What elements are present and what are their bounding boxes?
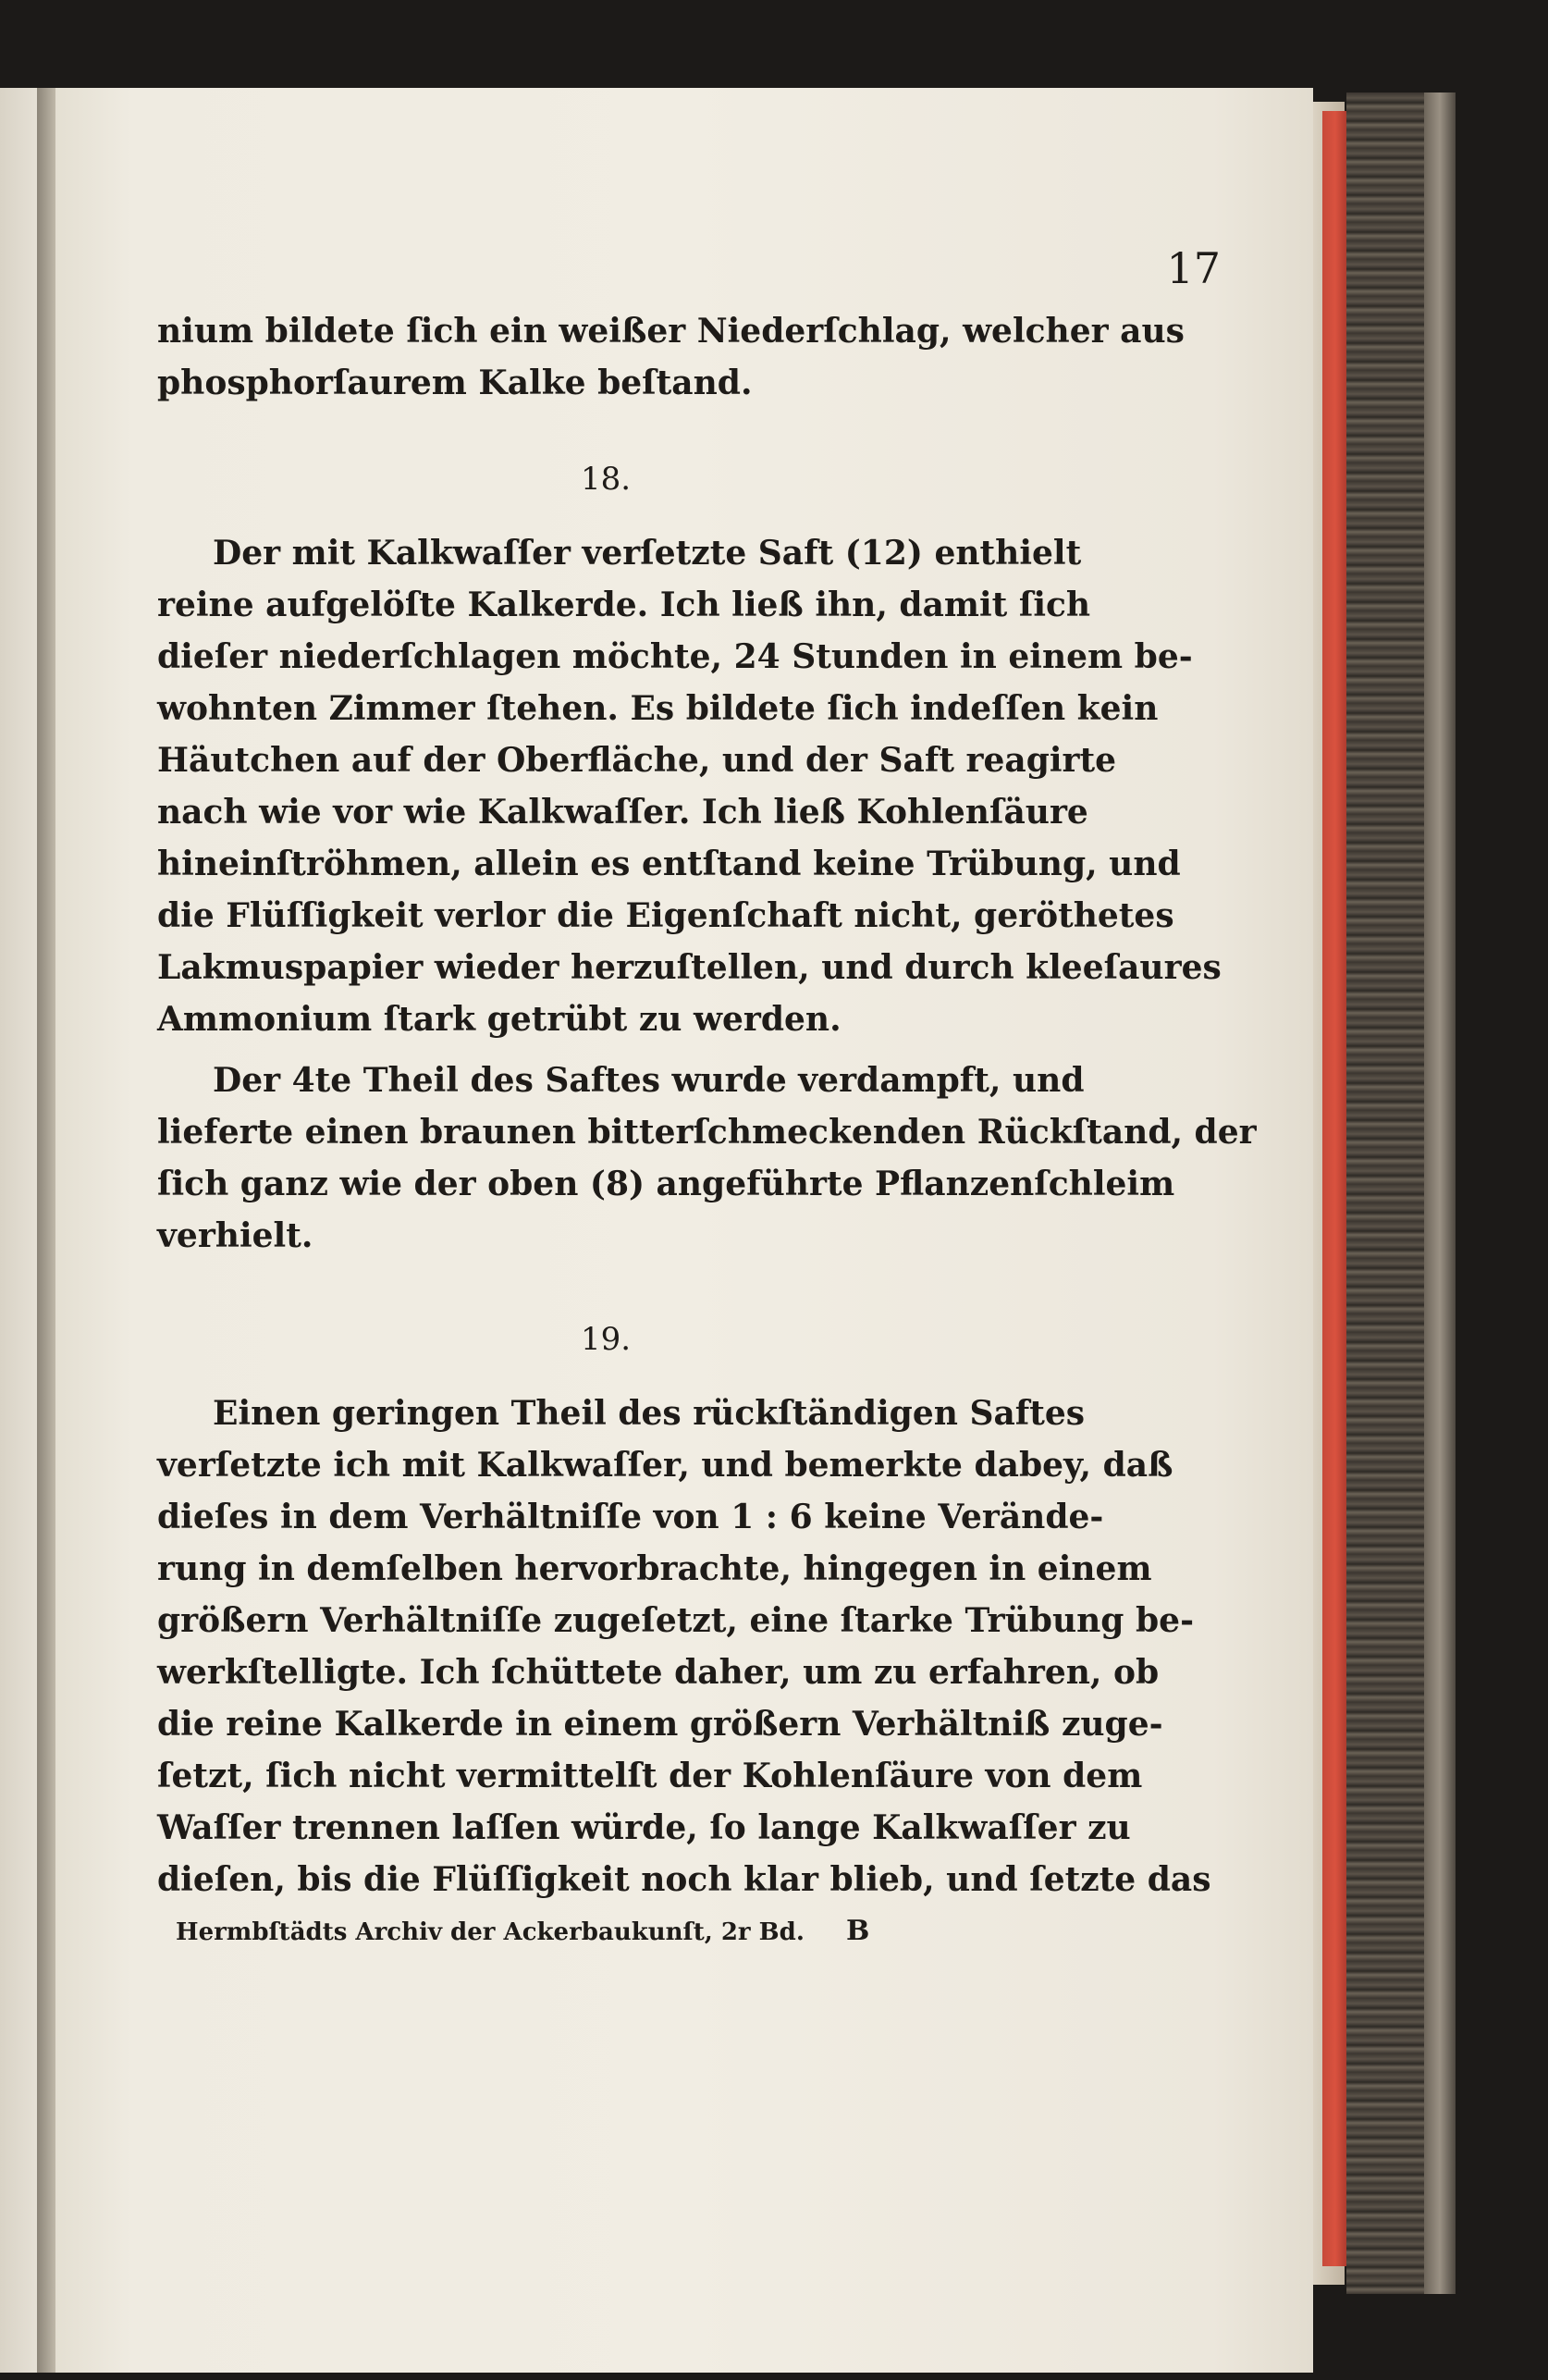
page-number: 17: [1166, 243, 1221, 293]
text-line: reine aufgelöſte Kalkerde. Ich ließ ihn, damit ſich: [157, 586, 1091, 624]
section-number: 19.: [580, 1321, 632, 1358]
footer-title: Hermbſtädts Archiv der Ackerbaukunſt, 2r Bd.: [176, 1918, 805, 1946]
text-line: phosphorſaurem Kalke beſtand.: [157, 364, 753, 402]
text-line: die Flüſſigkeit verlor die Eigenſchaft nicht, geröthetes: [157, 896, 1174, 935]
text-line: lieferte einen braunen bitterſchmeckenden Rückſtand, der: [157, 1113, 1257, 1152]
page-footer: [176, 1911, 1054, 1953]
text-line: Der mit Kalkwaſſer verſetzte Saft (12) enthielt: [213, 534, 1082, 573]
text-line: ſich ganz wie der oben (8) angeführte Pflanzenſchleim: [157, 1165, 1175, 1203]
text-line: größern Verhältniſſe zugeſetzt, eine ſtarke Trübung be-: [157, 1601, 1195, 1640]
text-line: Häutchen auf der Oberfläche, und der Saft reagirte: [157, 741, 1117, 780]
text-line: rung in demſelben hervorbrachte, hingegen in einem: [157, 1549, 1152, 1588]
text-line: Lakmuspapier wieder herzuſtellen, und durch kleeſaures: [157, 948, 1222, 987]
text-line: die reine Kalkerde in einem größern Verhältniß zuge-: [157, 1705, 1163, 1744]
text-line: werkſtelligte. Ich ſchüttete daher, um zu erfahren, ob: [157, 1653, 1160, 1692]
text-line: dieſer niederſchlagen möchte, 24 Stunden in einem be-: [157, 637, 1193, 676]
text-line: dieſen, bis die Flüſſigkeit noch klar blieb, und ſetzte das: [157, 1860, 1211, 1899]
text-line: nium bildete ſich ein weißer Niederſchlag, welcher aus: [157, 312, 1185, 351]
text-line: verhielt.: [157, 1216, 313, 1255]
section-number: 18.: [580, 461, 632, 498]
text-line: ſetzt, ſich nicht vermittelſt der Kohlenſäure von dem: [157, 1757, 1143, 1795]
text-line: Waſſer trennen laſſen würde, ſo lange Kalkwaſſer zu: [157, 1808, 1131, 1847]
signature-mark: B: [845, 1915, 870, 1947]
text-line: Der 4te Theil des Saftes wurde verdampft, und: [213, 1061, 1085, 1100]
text-line: Ammonium ſtark getrübt zu werden.: [157, 1000, 842, 1039]
text-line: verſetzte ich mit Kalkwaſſer, und bemerkte dabey, daß: [157, 1446, 1173, 1485]
text-line: hineinſtröhmen, allein es entſtand keine Trübung, und: [157, 845, 1181, 883]
red-page-edge: [1322, 111, 1348, 2266]
text-line: dieſes in dem Verhältniſſe von 1 : 6 keine Verände-: [157, 1498, 1104, 1536]
text-line: wohnten Zimmer ſtehen. Es bildete ſich indeſſen kein: [157, 689, 1159, 728]
text-line: Einen geringen Theil des rückſtändigen Saftes: [213, 1394, 1086, 1433]
book-cover-edge: [1424, 92, 1456, 2294]
text-line: nach wie vor wie Kalkwaſſer. Ich ließ Kohlenſäure: [157, 793, 1088, 832]
